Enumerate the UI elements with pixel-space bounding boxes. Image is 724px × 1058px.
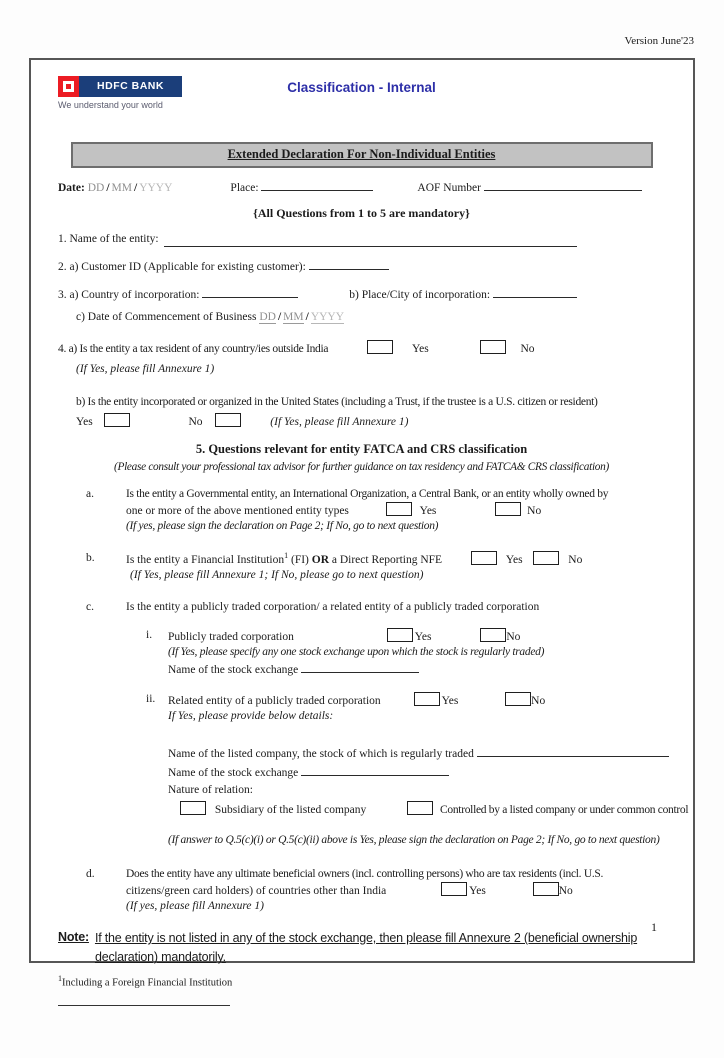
q5ci-exchange-label: Name of the stock exchange bbox=[168, 663, 299, 676]
question-5c-ii bbox=[126, 692, 665, 724]
q5ci-yes-label: Yes bbox=[414, 630, 432, 643]
q5d-yes-checkbox[interactable] bbox=[441, 882, 467, 896]
q5cii-no-label: No bbox=[531, 694, 546, 707]
q5c-i-yes-checkbox[interactable] bbox=[387, 628, 413, 642]
q5ci-num: i. bbox=[146, 628, 153, 641]
q4b-note: (If Yes, please fill Annexure 1) bbox=[270, 416, 409, 429]
q2-label: 2. a) Customer ID (Applicable for existing customer): bbox=[58, 260, 306, 273]
q5cii-exchange-label: Name of the stock exchange bbox=[168, 767, 299, 780]
section5-heading: 5. Questions relevant for entity FATCA and CRS classification bbox=[195, 442, 528, 457]
form-page bbox=[29, 58, 695, 989]
exchange-line bbox=[168, 763, 665, 781]
aof-number-field[interactable] bbox=[484, 178, 642, 191]
form-title: Extended Declaration For Non-Individual Entities bbox=[227, 147, 496, 162]
q4a-no-checkbox[interactable] bbox=[480, 340, 506, 354]
q5ci-exchange-line bbox=[168, 660, 665, 678]
q5c-i-no-checkbox[interactable] bbox=[480, 628, 506, 642]
date-mm-placeholder[interactable]: MM bbox=[111, 182, 132, 195]
q5a-no-checkbox[interactable] bbox=[495, 502, 521, 516]
city-of-incorporation-field[interactable] bbox=[493, 285, 577, 298]
country-of-incorporation-field[interactable] bbox=[202, 285, 298, 298]
q5cii-text: Related entity of a publicly traded corporation bbox=[168, 694, 381, 707]
listed-company-label: Name of the listed company, the stock of which is regularly traded bbox=[168, 747, 474, 760]
q5cii-note: If Yes, please provide below details: bbox=[168, 709, 334, 722]
slash: / bbox=[133, 182, 138, 195]
footnote bbox=[58, 974, 665, 990]
q5a-yes-label: Yes bbox=[419, 505, 437, 518]
controlled-checkbox[interactable] bbox=[407, 801, 433, 815]
slash: / bbox=[277, 310, 282, 323]
date-label: Date: bbox=[58, 182, 85, 195]
commencement-mm-placeholder[interactable]: MM bbox=[283, 310, 304, 323]
q5b-text-post: a Direct Reporting NFE bbox=[331, 554, 443, 566]
q5b-footnote-ref: 1 bbox=[284, 551, 289, 561]
question-3c bbox=[76, 310, 665, 325]
stock-exchange-field-i[interactable] bbox=[301, 660, 419, 673]
q5c-ii-no-checkbox[interactable] bbox=[505, 692, 531, 706]
q4a-yes-label: Yes bbox=[411, 342, 429, 355]
relation-line: Nature of relation: bbox=[168, 784, 253, 797]
form-title-banner bbox=[71, 142, 653, 168]
note-text: If the entity is not listed in any of the stock exchange, then please fill Annexure 2 (beneficial ownership declaration) mandatorily. bbox=[94, 931, 638, 965]
subsidiary-checkbox[interactable] bbox=[180, 801, 206, 815]
q4b-no-checkbox[interactable] bbox=[215, 413, 241, 427]
q3b-label: b) Place/City of incorporation: bbox=[349, 288, 491, 301]
q4a-label: 4. a) Is the entity a tax resident of any country/ies outside India bbox=[58, 342, 329, 355]
q5a-line2-text: one or more of the above mentioned entity types bbox=[126, 505, 349, 518]
q5b-num: b. bbox=[86, 552, 95, 564]
q5b-no-checkbox[interactable] bbox=[533, 551, 559, 565]
q5ci-note: (If Yes, please specify any one stock exchange upon which the stock is regularly traded) bbox=[168, 645, 545, 658]
footer-note bbox=[58, 929, 665, 968]
subsidiary-label: Subsidiary of the listed company bbox=[214, 804, 367, 817]
question-4b bbox=[76, 395, 665, 410]
entity-name-field[interactable] bbox=[164, 234, 577, 247]
q3c-label: c) Date of Commencement of Business bbox=[76, 310, 257, 323]
commencement-yyyy-placeholder[interactable]: YYYY bbox=[310, 310, 345, 323]
stock-exchange-field-ii[interactable] bbox=[301, 763, 449, 776]
section5-advisor-note: (Please consult your professional tax advisor for further guidance on tax residency and FATCA& CRS classification) bbox=[114, 460, 609, 473]
page-number: 1 bbox=[651, 919, 657, 934]
question-4a bbox=[58, 340, 665, 357]
listed-company-field[interactable] bbox=[477, 744, 669, 757]
customer-id-field[interactable] bbox=[309, 257, 389, 270]
q5ci-no-label: No bbox=[506, 630, 521, 643]
q5b-or: OR bbox=[311, 554, 329, 566]
commencement-date-field[interactable] bbox=[259, 311, 344, 324]
q4a-note: (If Yes, please fill Annexure 1) bbox=[76, 363, 215, 376]
q4b-yes-checkbox[interactable] bbox=[104, 413, 130, 427]
q4b-yes-label: Yes bbox=[76, 416, 93, 429]
q5a-num: a. bbox=[86, 488, 94, 501]
controlled-label: Controlled by a listed company or under common control bbox=[440, 804, 689, 817]
q5d-line2 bbox=[126, 882, 665, 899]
question-3 bbox=[58, 285, 665, 303]
q4b-label: b) Is the entity incorporated or organized in the United States (including a Trust, if the trustee is a U.S. citizen or resident) bbox=[76, 396, 598, 409]
footnote-text: Including a Foreign Financial Institution bbox=[62, 977, 233, 989]
aof-number-label: AOF Number bbox=[417, 182, 481, 195]
q5b-no-label: No bbox=[568, 554, 583, 566]
question-2 bbox=[58, 257, 665, 275]
slash: / bbox=[106, 182, 110, 195]
q1-label: 1. Name of the entity: bbox=[58, 232, 159, 245]
q5b-line bbox=[126, 551, 665, 568]
q5a-no-label: No bbox=[527, 505, 542, 518]
question-5b bbox=[58, 551, 665, 583]
classification-label: Classification - Internal bbox=[287, 80, 436, 96]
q4b-no-label: No bbox=[188, 416, 203, 429]
q5d-line1: Does the entity have any ultimate beneficial owners (incl. controlling persons) who are tax residents (incl. U.S. bbox=[126, 868, 604, 881]
footnote-rule bbox=[58, 1005, 230, 1006]
slash: / bbox=[305, 310, 309, 323]
q5c-ii-yes-checkbox[interactable] bbox=[414, 692, 440, 706]
q5d-yes-label: Yes bbox=[469, 885, 486, 898]
q5c-final-note: (If answer to Q.5(c)(i) or Q.5(c)(ii) above is Yes, please sign the declaration on Page 2; If No, go to next question) bbox=[168, 834, 660, 847]
listed-company-line bbox=[168, 744, 665, 762]
q5d-num: d. bbox=[86, 868, 95, 881]
place-field[interactable] bbox=[261, 178, 373, 191]
q5ci-text: Publicly traded corporation bbox=[168, 630, 294, 643]
q5d-no-checkbox[interactable] bbox=[533, 882, 559, 896]
q5b-text-mid: (FI) bbox=[290, 554, 309, 566]
q5ci-line bbox=[168, 628, 665, 645]
place-label: Place: bbox=[230, 182, 259, 195]
q5a-line1: Is the entity a Governmental entity, an International Organization, a Central Bank, or an entity wholly owned by bbox=[126, 488, 609, 501]
bank-tagline: We understand your world bbox=[58, 100, 163, 111]
q5cii-num: ii. bbox=[146, 692, 156, 705]
q5c-num: c. bbox=[86, 600, 94, 613]
q5d-line2-text: citizens/green card holders) of countries other than India bbox=[126, 885, 387, 898]
q5b-yes-checkbox[interactable] bbox=[471, 551, 497, 565]
q4a-no-label: No bbox=[520, 342, 535, 355]
note-label: Note: bbox=[58, 930, 89, 944]
date-field[interactable] bbox=[58, 181, 172, 196]
q3a-label: 3. a) Country of incorporation: bbox=[58, 288, 200, 301]
date-dd-placeholder[interactable]: DD bbox=[87, 182, 105, 195]
q4a-yes-checkbox[interactable] bbox=[367, 340, 393, 354]
q5cii-yes-label: Yes bbox=[441, 694, 459, 707]
page-header bbox=[58, 76, 665, 130]
date-yyyy-placeholder[interactable]: YYYY bbox=[139, 182, 173, 195]
bank-name: HDFC BANK bbox=[79, 76, 182, 97]
question-5c bbox=[58, 600, 689, 848]
mandatory-note: {All Questions from 1 to 5 are mandatory} bbox=[253, 206, 470, 221]
relation-options bbox=[180, 801, 689, 818]
q5a-yes-checkbox[interactable] bbox=[386, 502, 412, 516]
q5d-no-label: No bbox=[558, 885, 573, 898]
question-5d bbox=[58, 867, 665, 914]
q5b-note: (If Yes, please fill Annexure 1; If No, please go to next question) bbox=[130, 568, 424, 581]
q5a-note: (If yes, please sign the declaration on Page 2; If No, go to next question) bbox=[126, 520, 439, 533]
version-label: Version June'23 bbox=[624, 35, 694, 47]
meta-row bbox=[58, 178, 665, 196]
q5cii-line bbox=[168, 692, 665, 709]
q5c-text: Is the entity a publicly traded corporation/ a related entity of a publicly traded corporation bbox=[126, 600, 540, 613]
question-5a bbox=[58, 487, 665, 534]
q5b-yes-label: Yes bbox=[505, 554, 523, 566]
q5d-note: (If yes, please fill Annexure 1) bbox=[126, 900, 264, 913]
question-4b-answers bbox=[76, 413, 665, 430]
q5cii-details bbox=[168, 744, 689, 819]
q5b-text-pre: Is the entity a Financial Institution bbox=[126, 554, 285, 566]
question-1 bbox=[58, 232, 665, 247]
question-5c-i bbox=[126, 628, 665, 678]
q5a-line2 bbox=[126, 502, 665, 519]
footnote-ref: 1 bbox=[58, 973, 62, 983]
commencement-dd-placeholder[interactable]: DD bbox=[259, 310, 276, 323]
